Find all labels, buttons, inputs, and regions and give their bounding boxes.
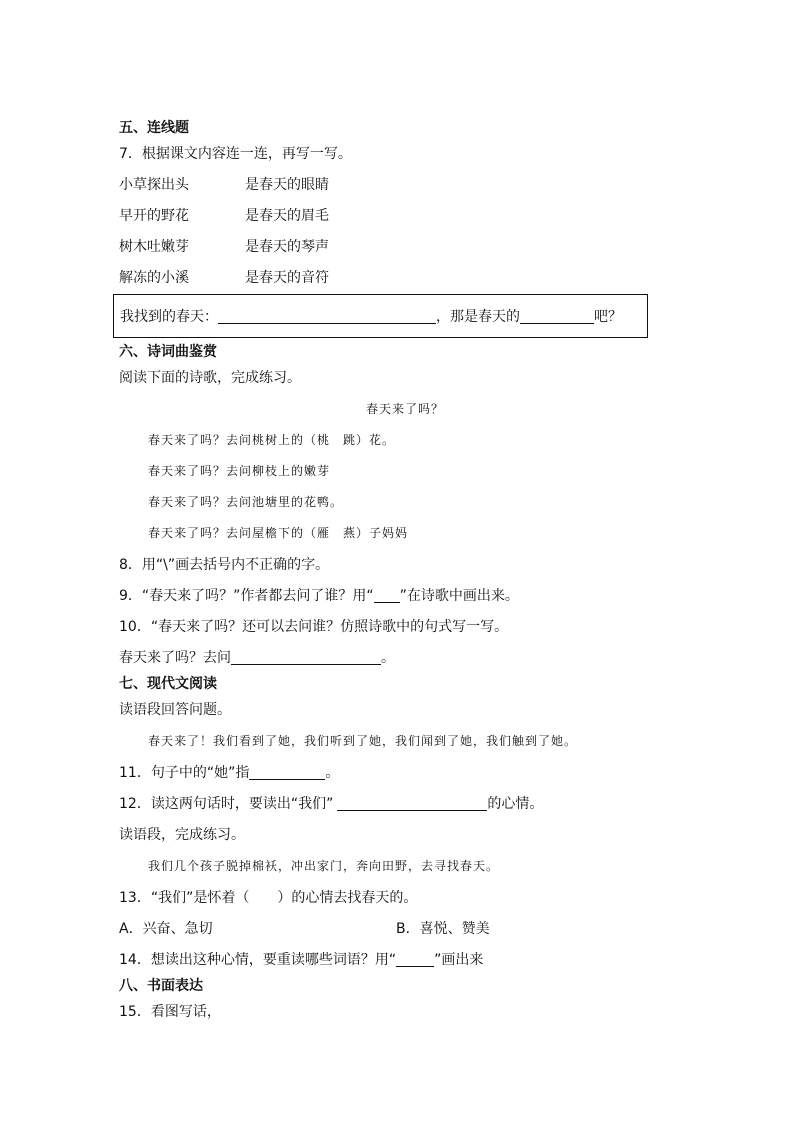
question-10-answer — [119, 649, 395, 667]
question-12-prefix: 12．读这两句话时，要读出“我们” — [119, 796, 334, 812]
passage-1: 春天来了！我们看到了她，我们听到了她，我们闻到了她，我们触到了她。 — [148, 734, 578, 748]
match-right-1: 是春天的眼睛 — [245, 177, 329, 193]
question-9-text-a: 9．“春天来了吗？”作者都去问了谁？用“ — [119, 588, 374, 604]
answer-box-suffix: 吧？ — [594, 309, 622, 325]
answer-blank-spring[interactable] — [218, 309, 436, 324]
option-a[interactable]: A．兴奋、急切 — [119, 921, 213, 937]
poem-line-2: 春天来了吗？去问柳枝上的嫩芽 — [148, 464, 331, 478]
question-9 — [119, 587, 519, 605]
question-10: 10．“春天来了吗？还可以去问谁？仿照诗歌中的句式写一写。 — [119, 619, 509, 635]
section-heading-8: 八、书面表达 — [119, 978, 203, 994]
match-right-2: 是春天的眉毛 — [245, 208, 329, 224]
question-14-text-b: ”画出来 — [434, 952, 484, 968]
poem-line-4: 春天来了吗？去问屋檐下的（雁 燕）子妈妈 — [148, 526, 409, 540]
question-13: 13．“我们”是怀着（ ）的心情去找春天的。 — [119, 890, 418, 906]
question-14 — [119, 951, 483, 969]
section-heading-7: 七、现代文阅读 — [119, 676, 217, 692]
match-left-1: 小草探出头 — [119, 177, 189, 193]
question-12 — [119, 795, 543, 813]
question-9-text-b: ”在诗歌中画出来。 — [399, 588, 519, 604]
answer-blank-q10[interactable] — [231, 650, 381, 665]
answer-box — [113, 294, 648, 338]
match-right-3: 是春天的琴声 — [245, 239, 329, 255]
match-left-2: 早开的野花 — [119, 208, 189, 224]
match-right-4: 是春天的音符 — [245, 270, 329, 286]
poem-line-3: 春天来了吗？去问池塘里的花鸭。 — [148, 495, 344, 509]
question-7: 7．根据课文内容连一连，再写一写。 — [119, 146, 352, 162]
answer-box-line — [120, 308, 622, 326]
question-14-text-a: 14．想读出这种心情，要重读哪些词语？用“ — [119, 952, 397, 968]
answer-blank-q11[interactable] — [249, 765, 325, 780]
question-11 — [119, 764, 339, 782]
option-b[interactable]: B．喜悦、赞美 — [396, 921, 490, 937]
question-15: 15．看图写话， — [119, 1004, 221, 1020]
question-12-suffix: 的心情。 — [487, 796, 544, 812]
underline-sample-q14 — [396, 952, 434, 967]
section-heading-5: 五、连线题 — [119, 120, 189, 136]
answer-box-mid: ，那是春天的 — [436, 309, 520, 325]
question-10-suffix: 。 — [381, 650, 395, 666]
question-10-prefix: 春天来了吗？去问 — [119, 650, 231, 666]
question-11-prefix: 11．句子中的“她”指 — [119, 765, 250, 781]
answer-blank-what[interactable] — [520, 309, 594, 324]
section6-intro: 阅读下面的诗歌，完成练习。 — [119, 370, 301, 386]
section7-intro-2: 读语段，完成练习。 — [119, 827, 245, 843]
poem-line-1: 春天来了吗？去问桃树上的（桃 跳）花。 — [148, 433, 396, 447]
match-left-4: 解冻的小溪 — [119, 270, 189, 286]
poem-title: 春天来了吗？ — [366, 402, 445, 416]
passage-2: 我们几个孩子脱掉棉袄，冲出家门，奔向田野，去寻找春天。 — [148, 859, 500, 873]
underline-sample — [374, 588, 400, 603]
question-8: 8．用“\”画去括号内不正确的字。 — [119, 557, 330, 573]
answer-blank-q12[interactable] — [337, 796, 487, 811]
match-left-3: 树木吐嫩芽 — [119, 239, 189, 255]
section-heading-6: 六、诗词曲鉴赏 — [119, 344, 217, 360]
answer-box-prefix: 我找到的春天： — [120, 309, 218, 325]
question-11-suffix: 。 — [325, 765, 340, 781]
section7-intro-1: 读语段回答问题。 — [119, 702, 231, 718]
